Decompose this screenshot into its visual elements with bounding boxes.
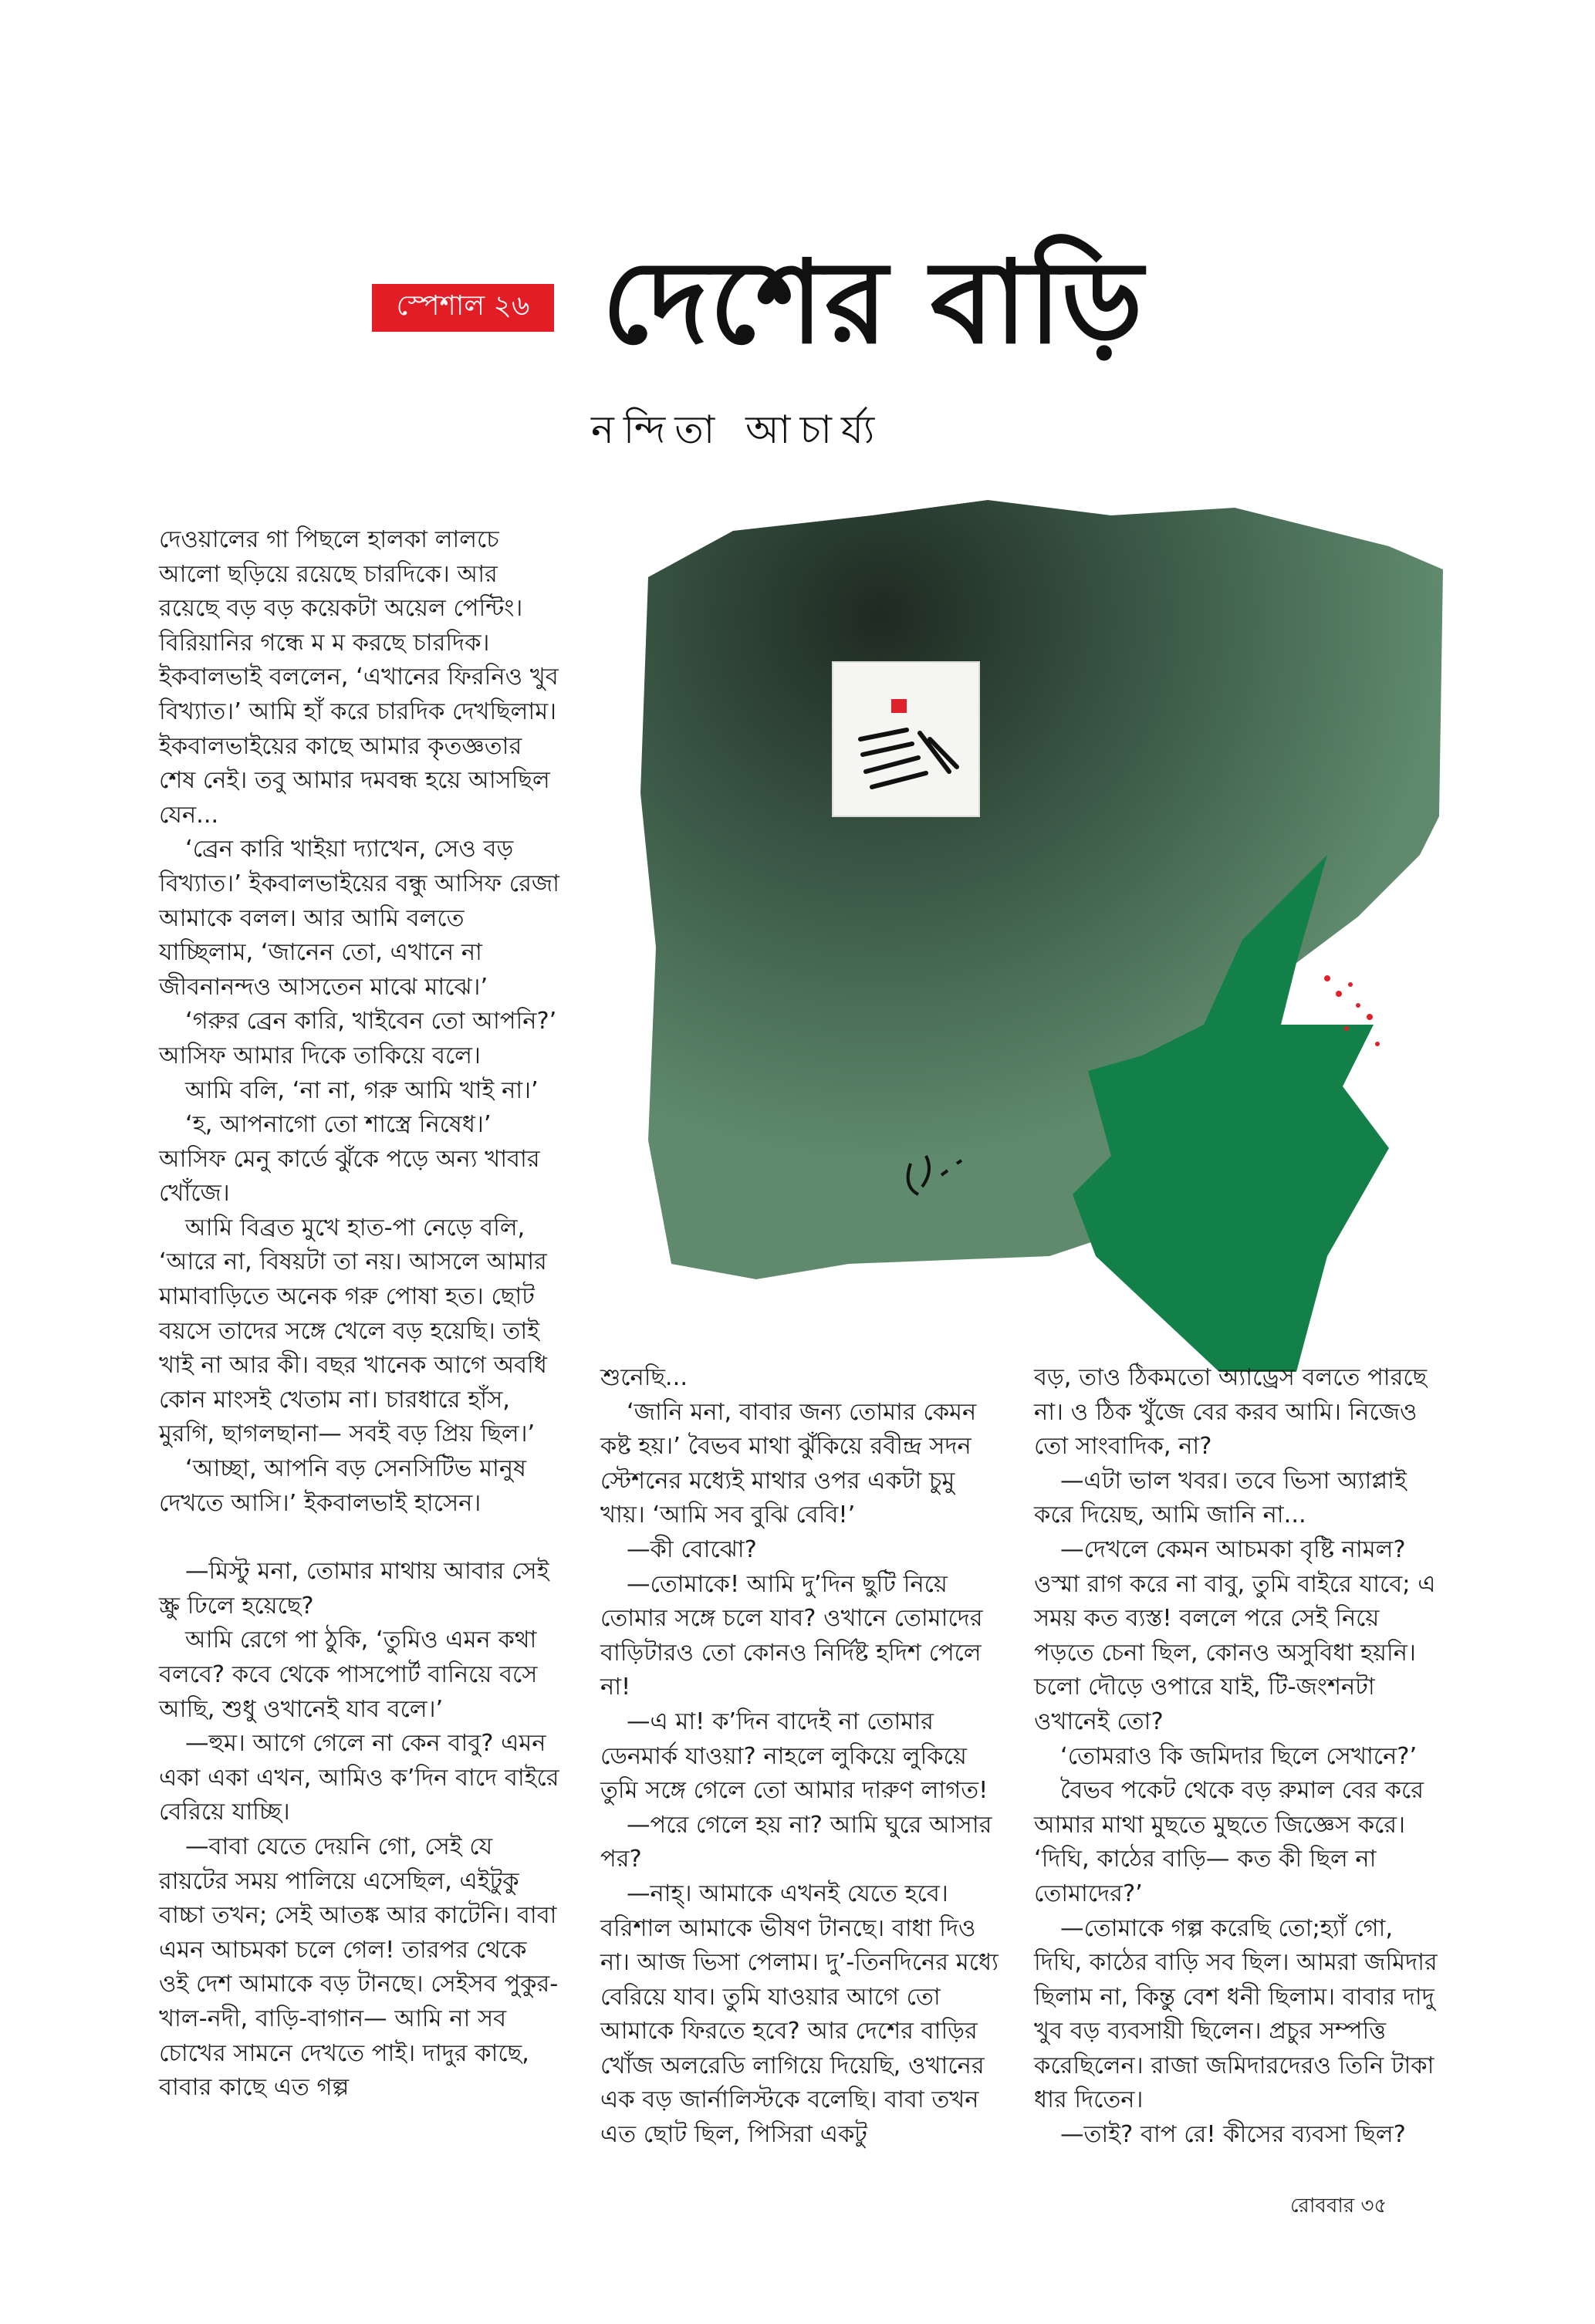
author-name: নন্দিতা আচার্য্য — [591, 407, 884, 452]
paragraph: —বাবা যেতে দেয়নি গো, সেই যে রায়টের সময় পালিয়ে এসেছিল, এইটুকু বাচ্চা তখন; সেই আতঙ্ক আর কাটেনি। বাবা এমন আচমকা চলে গেল! তারপর থেকে ওই দেশ আমাকে বড় টানছে। সেইসব পুকুর-খাল-নদী, বাড়ি-বাগান— আমি না সব চোখের সামনে দেখতে পাই। দাদুর কাছে, বাবার কাছে এত গল্প — [159, 1833, 559, 2102]
article-title: দেশের বাড়ি — [602, 236, 1145, 369]
paragraph: ‘হ, আপনাগো তো শাস্ত্রে নিষেধ।’ আসিফ মেনু কার্ডে ঝুঁকে পড়ে অন্য খাবার খোঁজে। — [159, 1111, 540, 1208]
red-mark — [891, 699, 907, 713]
paragraph: —তোমাকে গল্প করেছি তো;হ্যাঁ গো, দিঘি, কাঠের বাড়ি সব ছিল। আমরা জমিদার ছিলাম না, কিন্তু বেশ ধনী ছিলাম। বাবার দাদু খুব বড় ব্যবসায়ী ছিলেন। প্রচুর সম্পত্তি করেছিলেন। রাজা জমিদারদেরও তিনি টাকা ধার দিতেন। — [1034, 1914, 1438, 2114]
paragraph: বড়, তাও ঠিকমতো অ্যাড্রেস বলতে পারছে না। ও ঠিক খুঁজে বের করব আমি। নিজেও তো সাংবাদিক, না? — [1034, 1364, 1428, 1461]
paragraph: দেওয়ালের গা পিছলে হালকা লালচে আলো ছড়িয়ে রয়েছে চারদিকে। আর রয়েছে বড় বড় কয়েকটা অয়েল পেন্টিং। বিরিয়ানির গন্ধে ম ম করছে চারদিক। ইকবালভাই বললেন, ‘এখানের ফিরনিও খুব বিখ্যাত।’ আমি হাঁ করে চারদিক দেখছিলাম। ইকবালভাইয়ের কাছে আমার কৃতজ্ঞতার শেষ নেই। তবু আমার দমবন্ধ হয়ে আসছিল যেন... — [159, 526, 559, 829]
paragraph: —এ মা! ক’দিন বাদেই না তোমার ডেনমার্ক যাওয়া? নাহলে লুকিয়ে লুকিয়ে তুমি সঙ্গে গেলে তো আমার দারুণ লাগত! — [600, 1708, 988, 1805]
section-break — [159, 1521, 560, 1555]
paragraph: —কী বোঝো? — [627, 1535, 757, 1563]
paragraph: —তোমাকে! আমি দু’দিন ছুটি নিয়ে তোমার সঙ্গে চলে যাব? ওখানে তোমাদের বাড়িটারও তো কোনও নির্দিষ্ট হদিশ পেলে না! — [600, 1570, 983, 1701]
paragraph: —এটা ভাল খবর। তবে ভিসা অ্যাপ্লাই করে দিয়েছ, আমি জানি না... — [1034, 1467, 1407, 1529]
paragraph: —পরে গেলে হয় না? আমি ঘুরে আসার পর? — [600, 1811, 992, 1873]
paragraph: বৈভব পকেট থেকে বড় রুমাল বের করে আমার মাথা মুছতে মুছতে জিজ্ঞেস করে। ‘দিঘি, কাঠের বাড়ি— কত কী ছিল না তোমাদের?’ — [1034, 1777, 1424, 1907]
paragraph: —হুম। আগে গেলে না কেন বাবু? এমন একা একা এখন, আমিও ক’দিন বাদে বাইরে বেরিয়ে যাচ্ছি। — [159, 1730, 559, 1826]
paragraph: ‘গরুর ব্রেন কারি, খাইবেন তো আপনি?’ আসিফ আমার দিকে তাকিয়ে বলে। — [159, 1008, 557, 1069]
paragraph: ‘জানি মনা, বাবার জন্য তোমার কেমন কষ্ট হয়।’ বৈভব মাথা ঝুঁকিয়ে রবীন্দ্র সদন স্টেশনের মধ্যেই মাথার ওপর একটা চুমু খায়। ‘আমি সব বুঝি বেবি!’ — [600, 1398, 977, 1529]
paragraph: —তাই? বাপ রে! কীসের ব্যবসা ছিল? — [1060, 2121, 1406, 2149]
white-card — [833, 662, 979, 816]
paragraph: আমি রেগে পা ঠুকি, ‘তুমিও এমন কথা বলবে? কবে থেকে পাসপোর্ট বানিয়ে বসে আছি, শুধু ওখানেই যাব বলে।’ — [159, 1626, 538, 1723]
paragraph: —দেখলে কেমন আচমকা বৃষ্টি নামল? ওস্মা রাগ করে না বাবু, তুমি বাইরে যাবে; এ সময় কত ব্যস্ত! বললে পরে সেই নিয়ে পড়তে চেনা ছিল, কোনও অসুবিধা হয়নি। চলো দৌড়ে ওপারে যাই, টি-জংশনটা ওখানেই তো? — [1034, 1535, 1436, 1735]
paragraph: —নাহ্‌। আমাকে এখনই যেতে হবে। বরিশাল আমাকে ভীষণ টানছে। বাধা দিও না। আজ ভিসা পেলাম। দু’-তিনদিনের মধ্যে বেরিয়ে যাব। তুমি যাওয়ার আগে তো আমাকে ফিরতে হবে? আর দেশের বাড়ির খোঁজ অলরেডি লাগিয়ে দিয়েছি, ওখানের এক বড় জার্নালিস্টকে বলেছি। বাবা তখন এত ছোট ছিল, পিসিরা একটু — [600, 1880, 999, 2149]
paragraph: আমি বলি, ‘না না, গরু আমি খাই না।’ — [185, 1076, 539, 1104]
section-badge: স্পেশাল ২৬ — [372, 284, 554, 332]
text-column-2 — [600, 1361, 1002, 2153]
paragraph: ‘তোমরাও কি জমিদার ছিলে সেখানে?’ — [1060, 1742, 1418, 1770]
paragraph: শুনেছি... — [600, 1364, 688, 1391]
paragraph: —মিস্টু মনা, তোমার মাথায় আবার সেই স্ক্রু ঢিলে হয়েছে? — [159, 1558, 549, 1620]
paragraph: আমি বিব্রত মুখে হাত-পা নেড়ে বলি, ‘আরে না, বিষয়টা তা নয়। আসলে আমার মামাবাড়িতে অনেক গরু পোষা হত। ছোট বয়সে তাদের সঙ্গে খেলে বড় হয়েছি। তাই খাই না আর কী। বছর খানেক আগে অবধি কোন মাংসই খেতাম না। চারধারে হাঁস, মুরগি, ছাগলছানা— সবই বড় প্রিয় ছিল।’ — [159, 1214, 547, 1448]
text-column-1 — [159, 523, 560, 2106]
paragraph: ‘ব্রেন কারি খাইয়া দ্যাখেন, সেও বড় বিখ্যাত।’ ইকবালভাইয়ের বন্ধু আসিফ রেজা আমাকে বলল। আর আমি বলতে যাচ্ছিলাম, ‘জানেন তো, এখানে না জীবনানন্দও আসতেন মাঝে মাঝে।’ — [159, 836, 560, 1001]
illustration — [617, 485, 1451, 1372]
text-column-3 — [1034, 1361, 1443, 2153]
page-number: রোববার ৩৫ — [1290, 2194, 1387, 2218]
paragraph: ‘আচ্ছা, আপনি বড় সেনসিটিভ মানুষ দেখতে আসি।’ ইকবালভাই হাসেন। — [159, 1455, 526, 1517]
